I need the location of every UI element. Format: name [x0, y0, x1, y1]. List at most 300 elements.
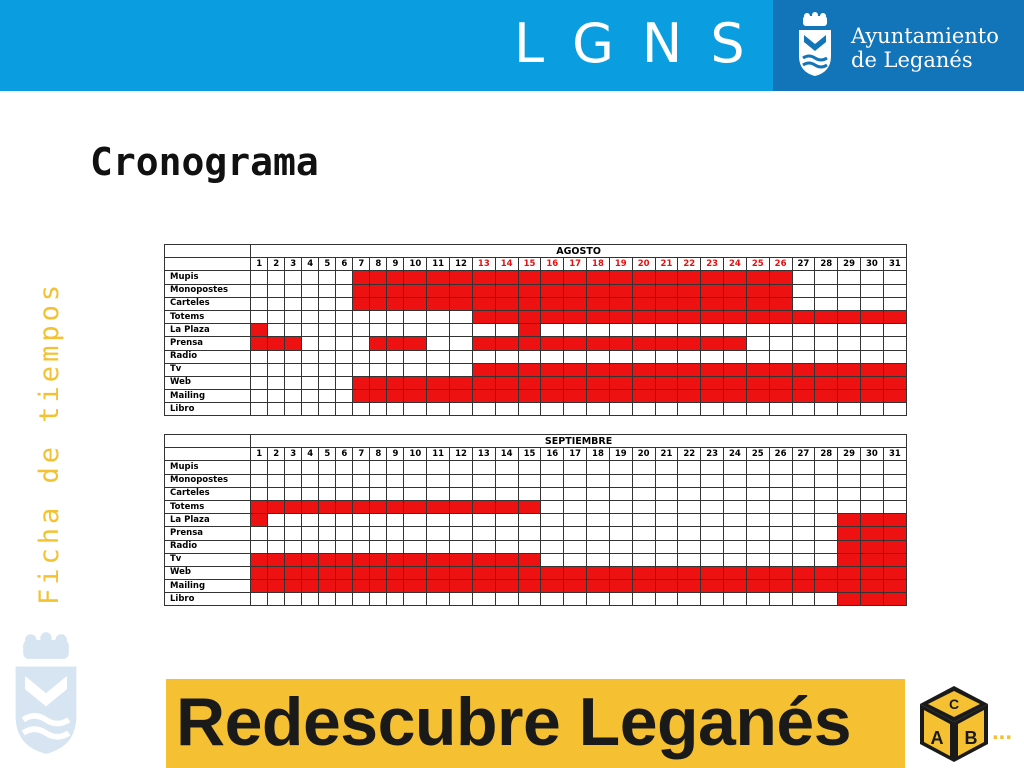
day-header: 24 — [724, 258, 747, 271]
day-cell — [472, 487, 495, 500]
active-day-cell — [701, 376, 724, 389]
day-cell — [861, 403, 884, 416]
day-cell — [815, 284, 838, 297]
day-cell — [815, 461, 838, 474]
active-day-cell — [404, 566, 427, 579]
day-cell — [861, 297, 884, 310]
day-cell — [861, 487, 884, 500]
active-day-cell — [251, 580, 268, 593]
active-day-cell — [427, 284, 450, 297]
day-cell — [564, 461, 587, 474]
day-cell — [655, 350, 678, 363]
active-day-cell — [815, 310, 838, 323]
day-cell — [251, 474, 268, 487]
active-day-cell — [518, 284, 541, 297]
day-header: 5 — [319, 448, 336, 461]
day-cell — [701, 474, 724, 487]
active-day-cell — [251, 500, 268, 513]
day-header: 16 — [541, 448, 564, 461]
day-cell — [387, 324, 404, 337]
active-day-cell — [587, 376, 610, 389]
day-cell — [564, 593, 587, 606]
day-cell — [427, 540, 450, 553]
day-cell — [792, 553, 815, 566]
day-header: 20 — [632, 258, 655, 271]
day-cell — [450, 403, 473, 416]
active-day-cell — [268, 566, 285, 579]
day-cell — [632, 403, 655, 416]
lgns-logo-text: LGNS — [514, 12, 773, 75]
day-cell — [609, 500, 632, 513]
day-cell — [450, 461, 473, 474]
row-label: Radio — [165, 350, 251, 363]
day-cell — [838, 474, 861, 487]
table-row — [165, 527, 907, 540]
row-label: Libro — [165, 593, 251, 606]
day-cell — [427, 337, 450, 350]
day-cell — [815, 474, 838, 487]
day-header: 26 — [769, 448, 792, 461]
day-cell — [319, 324, 336, 337]
day-cell — [285, 527, 302, 540]
day-cell — [268, 310, 285, 323]
day-cell — [724, 324, 747, 337]
day-cell — [472, 593, 495, 606]
day-cell — [678, 553, 701, 566]
day-header: 1 — [251, 258, 268, 271]
day-cell — [319, 350, 336, 363]
active-day-cell — [609, 376, 632, 389]
day-cell — [746, 350, 769, 363]
day-cell — [724, 403, 747, 416]
active-day-cell — [387, 284, 404, 297]
day-cell — [655, 324, 678, 337]
active-day-cell — [724, 376, 747, 389]
day-cell — [655, 540, 678, 553]
day-cell — [861, 337, 884, 350]
active-day-cell — [838, 514, 861, 527]
day-cell — [302, 403, 319, 416]
day-cell — [701, 593, 724, 606]
day-cell — [815, 350, 838, 363]
day-cell — [655, 461, 678, 474]
schedule-table-agosto — [164, 244, 907, 416]
day-header: 30 — [861, 258, 884, 271]
active-day-cell — [450, 297, 473, 310]
day-cell — [792, 271, 815, 284]
active-day-cell — [564, 310, 587, 323]
day-cell — [370, 350, 387, 363]
day-cell — [838, 337, 861, 350]
active-day-cell — [541, 376, 564, 389]
day-cell — [370, 310, 387, 323]
active-day-cell — [427, 500, 450, 513]
active-day-cell — [701, 310, 724, 323]
day-cell — [353, 527, 370, 540]
day-cell — [815, 271, 838, 284]
day-cell — [883, 350, 906, 363]
row-label: Totems — [165, 500, 251, 513]
active-day-cell — [838, 310, 861, 323]
schedule-table-septiembre — [164, 434, 907, 606]
active-day-cell — [387, 297, 404, 310]
day-cell — [427, 514, 450, 527]
day-cell — [541, 540, 564, 553]
day-cell — [724, 527, 747, 540]
table-row — [165, 461, 907, 474]
active-day-cell — [564, 337, 587, 350]
active-day-cell — [609, 363, 632, 376]
day-cell — [769, 337, 792, 350]
active-day-cell — [701, 580, 724, 593]
day-cell — [336, 297, 353, 310]
day-cell — [302, 350, 319, 363]
table-row — [165, 566, 907, 579]
active-day-cell — [746, 376, 769, 389]
day-cell — [268, 593, 285, 606]
active-day-cell — [678, 284, 701, 297]
day-cell — [518, 350, 541, 363]
day-header: 18 — [587, 448, 610, 461]
active-day-cell — [883, 363, 906, 376]
day-cell — [302, 271, 319, 284]
active-day-cell — [678, 310, 701, 323]
day-cell — [746, 553, 769, 566]
day-cell — [404, 461, 427, 474]
day-cell — [450, 310, 473, 323]
active-day-cell — [472, 297, 495, 310]
active-day-cell — [587, 271, 610, 284]
day-cell — [387, 350, 404, 363]
day-header: 21 — [655, 448, 678, 461]
day-cell — [815, 403, 838, 416]
day-cell — [387, 310, 404, 323]
day-cell — [861, 474, 884, 487]
day-cell — [251, 403, 268, 416]
active-day-cell — [387, 376, 404, 389]
active-day-cell — [861, 376, 884, 389]
active-day-cell — [336, 500, 353, 513]
day-cell — [609, 527, 632, 540]
day-cell — [404, 474, 427, 487]
day-cell — [336, 514, 353, 527]
active-day-cell — [769, 390, 792, 403]
day-header: 7 — [353, 258, 370, 271]
day-cell — [472, 403, 495, 416]
day-cell — [268, 324, 285, 337]
day-cell — [541, 553, 564, 566]
cube-letter-b: B — [964, 728, 978, 748]
active-day-cell — [861, 566, 884, 579]
active-day-cell — [319, 566, 336, 579]
active-day-cell — [427, 297, 450, 310]
day-cell — [336, 350, 353, 363]
day-cell — [815, 337, 838, 350]
day-cell — [319, 297, 336, 310]
active-day-cell — [678, 580, 701, 593]
day-header: 25 — [746, 448, 769, 461]
active-day-cell — [268, 553, 285, 566]
row-label: Monopostes — [165, 474, 251, 487]
day-cell — [746, 527, 769, 540]
day-cell — [353, 403, 370, 416]
day-header: 30 — [861, 448, 884, 461]
day-cell — [769, 553, 792, 566]
day-header: 4 — [302, 258, 319, 271]
day-cell — [302, 487, 319, 500]
day-cell — [655, 553, 678, 566]
day-cell — [746, 514, 769, 527]
day-cell — [427, 324, 450, 337]
day-cell — [701, 324, 724, 337]
active-day-cell — [838, 540, 861, 553]
day-cell — [883, 474, 906, 487]
day-cell — [387, 527, 404, 540]
day-cell — [587, 461, 610, 474]
day-header: 31 — [883, 448, 906, 461]
active-day-cell — [609, 310, 632, 323]
active-day-cell — [655, 337, 678, 350]
active-day-cell — [861, 363, 884, 376]
day-cell — [285, 474, 302, 487]
day-cell — [302, 284, 319, 297]
day-cell — [587, 324, 610, 337]
day-cell — [285, 593, 302, 606]
day-cell — [404, 527, 427, 540]
active-day-cell — [724, 363, 747, 376]
day-cell — [792, 474, 815, 487]
table-row — [165, 540, 907, 553]
day-cell — [792, 324, 815, 337]
active-day-cell — [861, 553, 884, 566]
day-cell — [472, 461, 495, 474]
day-cell — [268, 540, 285, 553]
active-day-cell — [724, 297, 747, 310]
day-header: 4 — [302, 448, 319, 461]
day-cell — [251, 540, 268, 553]
active-day-cell — [472, 284, 495, 297]
day-cell — [336, 403, 353, 416]
day-cell — [883, 284, 906, 297]
active-day-cell — [427, 553, 450, 566]
active-day-cell — [632, 363, 655, 376]
day-cell — [251, 593, 268, 606]
active-day-cell — [251, 553, 268, 566]
day-cell — [632, 487, 655, 500]
day-cell — [724, 553, 747, 566]
day-cell — [370, 474, 387, 487]
day-cell — [472, 514, 495, 527]
day-cell — [268, 297, 285, 310]
active-day-cell — [564, 390, 587, 403]
active-day-cell — [861, 390, 884, 403]
day-cell — [251, 363, 268, 376]
day-header: 7 — [353, 448, 370, 461]
active-day-cell — [472, 566, 495, 579]
active-day-cell — [404, 284, 427, 297]
day-cell — [404, 487, 427, 500]
table-row — [165, 363, 907, 376]
active-day-cell — [564, 580, 587, 593]
row-label: Prensa — [165, 527, 251, 540]
active-day-cell — [632, 376, 655, 389]
day-cell — [655, 487, 678, 500]
day-cell — [609, 487, 632, 500]
day-cell — [678, 540, 701, 553]
active-day-cell — [518, 566, 541, 579]
day-cell — [251, 297, 268, 310]
active-day-cell — [495, 376, 518, 389]
active-day-cell — [883, 514, 906, 527]
day-cell — [370, 324, 387, 337]
active-day-cell — [724, 337, 747, 350]
active-day-cell — [632, 310, 655, 323]
day-header: 17 — [564, 448, 587, 461]
active-day-cell — [285, 500, 302, 513]
day-cell — [541, 403, 564, 416]
day-cell — [518, 487, 541, 500]
day-cell — [632, 324, 655, 337]
day-cell — [268, 390, 285, 403]
active-day-cell — [587, 566, 610, 579]
day-cell — [336, 487, 353, 500]
active-day-cell — [746, 580, 769, 593]
active-day-cell — [370, 553, 387, 566]
day-header: 26 — [769, 258, 792, 271]
active-day-cell — [724, 271, 747, 284]
day-cell — [285, 540, 302, 553]
day-cell — [655, 514, 678, 527]
active-day-cell — [302, 500, 319, 513]
row-label: Carteles — [165, 487, 251, 500]
active-day-cell — [353, 390, 370, 403]
active-day-cell — [541, 363, 564, 376]
table-row — [165, 487, 907, 500]
day-cell — [450, 363, 473, 376]
active-day-cell — [655, 271, 678, 284]
active-day-cell — [792, 310, 815, 323]
day-header: 12 — [450, 258, 473, 271]
day-cell — [541, 527, 564, 540]
active-day-cell — [632, 566, 655, 579]
active-day-cell — [838, 363, 861, 376]
active-day-cell — [495, 566, 518, 579]
day-cell — [838, 284, 861, 297]
day-cell — [285, 350, 302, 363]
active-day-cell — [632, 271, 655, 284]
day-header: 19 — [609, 448, 632, 461]
active-day-cell — [815, 390, 838, 403]
active-day-cell — [883, 580, 906, 593]
day-header: 18 — [587, 258, 610, 271]
day-cell — [883, 487, 906, 500]
day-cell — [251, 310, 268, 323]
day-cell — [302, 337, 319, 350]
active-day-cell — [518, 390, 541, 403]
day-cell — [861, 271, 884, 284]
active-day-cell — [495, 284, 518, 297]
active-day-cell — [268, 580, 285, 593]
day-cell — [472, 350, 495, 363]
active-day-cell — [370, 500, 387, 513]
active-day-cell — [632, 580, 655, 593]
day-cell — [450, 593, 473, 606]
day-cell — [472, 527, 495, 540]
day-cell — [387, 363, 404, 376]
row-label: Libro — [165, 403, 251, 416]
day-header: 11 — [427, 258, 450, 271]
active-day-cell — [336, 553, 353, 566]
active-day-cell — [769, 271, 792, 284]
day-cell — [518, 474, 541, 487]
active-day-cell — [427, 580, 450, 593]
day-cell — [792, 593, 815, 606]
active-day-cell — [319, 553, 336, 566]
active-day-cell — [387, 500, 404, 513]
day-cell — [336, 527, 353, 540]
active-day-cell — [450, 376, 473, 389]
active-day-cell — [285, 580, 302, 593]
day-header: 10 — [404, 448, 427, 461]
active-day-cell — [587, 390, 610, 403]
day-cell — [701, 461, 724, 474]
active-day-cell — [302, 566, 319, 579]
day-cell — [518, 461, 541, 474]
active-day-cell — [518, 553, 541, 566]
active-day-cell — [678, 390, 701, 403]
day-cell — [883, 297, 906, 310]
active-day-cell — [564, 284, 587, 297]
day-cell — [336, 337, 353, 350]
day-cell — [319, 337, 336, 350]
active-day-cell — [495, 363, 518, 376]
day-header: 25 — [746, 258, 769, 271]
day-cell — [815, 553, 838, 566]
table-row — [165, 310, 907, 323]
active-day-cell — [387, 580, 404, 593]
day-cell — [319, 376, 336, 389]
day-cell — [655, 474, 678, 487]
day-cell — [609, 350, 632, 363]
day-cell — [587, 500, 610, 513]
corner-cell — [165, 245, 251, 258]
day-cell — [495, 461, 518, 474]
active-day-cell — [302, 553, 319, 566]
cube-letter-a: A — [930, 728, 944, 748]
active-day-cell — [792, 363, 815, 376]
active-day-cell — [370, 297, 387, 310]
active-day-cell — [370, 284, 387, 297]
active-day-cell — [746, 363, 769, 376]
day-cell — [336, 271, 353, 284]
day-cell — [370, 527, 387, 540]
day-cell — [495, 593, 518, 606]
page-title: Cronograma — [90, 140, 319, 184]
active-day-cell — [769, 310, 792, 323]
crest-watermark-icon — [8, 630, 84, 760]
active-day-cell — [404, 271, 427, 284]
day-cell — [268, 514, 285, 527]
row-label: Mailing — [165, 390, 251, 403]
active-day-cell — [518, 310, 541, 323]
day-header: 9 — [387, 258, 404, 271]
day-cell — [678, 500, 701, 513]
day-cell — [285, 284, 302, 297]
day-cell — [251, 390, 268, 403]
day-cell — [353, 474, 370, 487]
active-day-cell — [268, 500, 285, 513]
day-cell — [285, 271, 302, 284]
